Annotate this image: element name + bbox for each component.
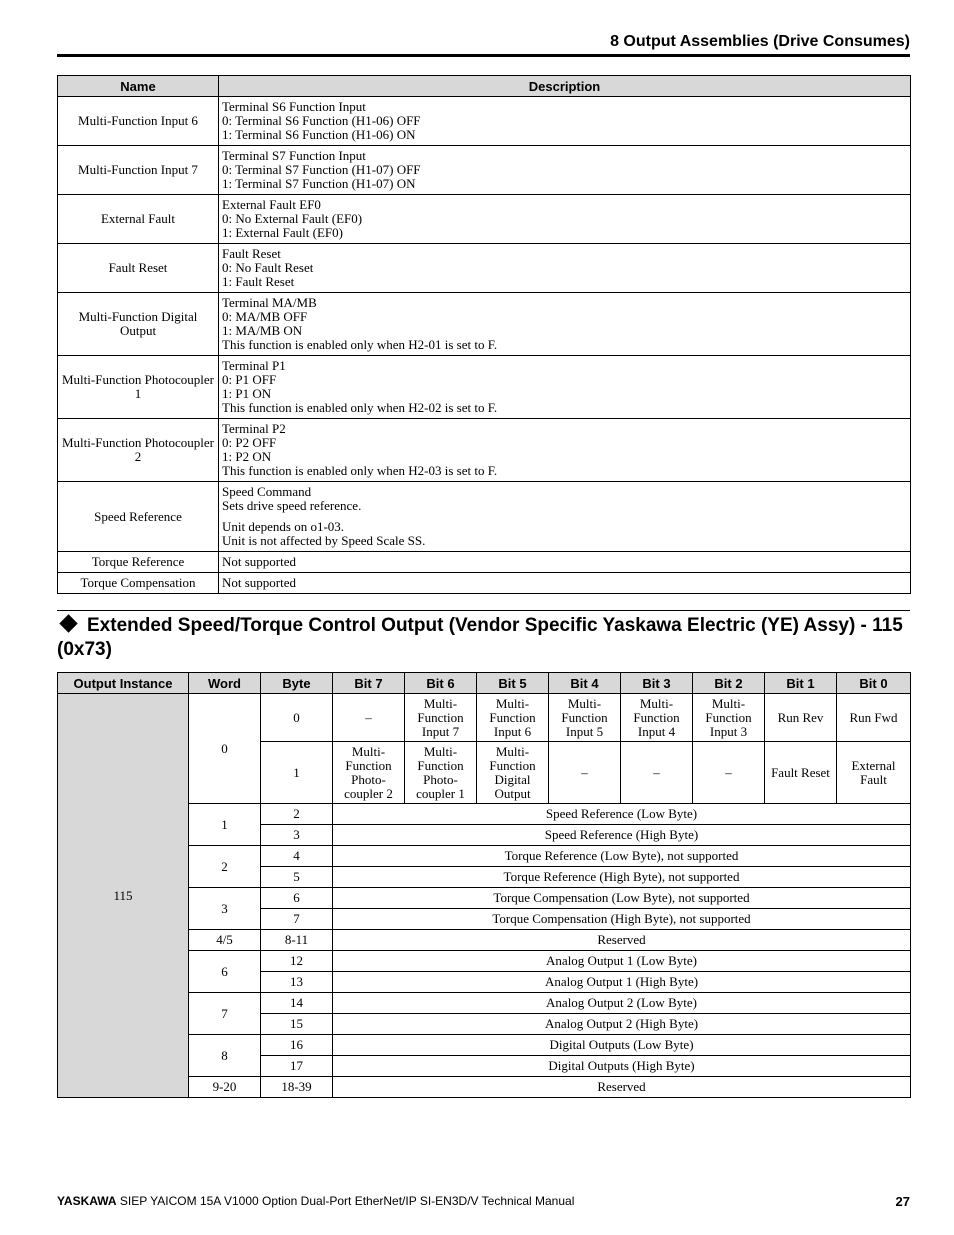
word-cell: 8 — [189, 1035, 261, 1077]
word-cell: 1 — [189, 804, 261, 846]
byte-cell: 7 — [261, 909, 333, 930]
desc-line: 1: P1 ON — [222, 386, 272, 401]
column-header-word: Word — [189, 673, 261, 694]
bit-cell: Fault Reset — [765, 742, 837, 804]
byte-cell: 4 — [261, 846, 333, 867]
byte-cell: 17 — [261, 1056, 333, 1077]
bit-cell: Multi-Function Input 6 — [477, 694, 549, 742]
row-name: Fault Reset — [58, 244, 219, 293]
column-header-description: Description — [219, 76, 911, 97]
byte-description: Speed Reference (High Byte) — [333, 825, 911, 846]
table-row — [58, 482, 911, 552]
row-name: Multi-Function Digital Output — [58, 293, 219, 356]
desc-line: Terminal S7 Function Input — [222, 148, 366, 163]
bit-cell: Multi-Function Input 4 — [621, 694, 693, 742]
byte-description: Torque Compensation (Low Byte), not supported — [333, 888, 911, 909]
row-description — [219, 146, 911, 195]
bit-cell: Run Rev — [765, 694, 837, 742]
desc-line: Terminal P1 — [222, 358, 286, 373]
table-row — [58, 694, 911, 742]
header-rule — [57, 54, 910, 57]
desc-line: 1: Terminal S7 Function (H1-07) ON — [222, 176, 416, 191]
column-header-bit7: Bit 7 — [333, 673, 405, 694]
column-header-bit1: Bit 1 — [765, 673, 837, 694]
table-row — [58, 293, 911, 356]
row-description — [219, 97, 911, 146]
assembly-115-table — [57, 672, 911, 1098]
byte-description: Speed Reference (Low Byte) — [333, 804, 911, 825]
desc-line: 0: Terminal S6 Function (H1-06) OFF — [222, 113, 421, 128]
bit-cell: Multi-Function Input 5 — [549, 694, 621, 742]
desc-line: This function is enabled only when H2-02 is set to F. — [222, 400, 498, 415]
column-header-byte: Byte — [261, 673, 333, 694]
word-cell: 9-20 — [189, 1077, 261, 1098]
column-header-bit0: Bit 0 — [837, 673, 911, 694]
byte-cell: 3 — [261, 825, 333, 846]
column-header-name: Name — [58, 76, 219, 97]
table-header-row — [58, 673, 911, 694]
row-name: Multi-Function Input 7 — [58, 146, 219, 195]
desc-line: This function is enabled only when H2-03 is set to F. — [222, 463, 498, 478]
table-row — [58, 195, 911, 244]
column-header-bit3: Bit 3 — [621, 673, 693, 694]
column-header-instance: Output Instance — [58, 673, 189, 694]
desc-line: 0: P2 OFF — [222, 435, 277, 450]
desc-line: 0: No Fault Reset — [222, 260, 314, 275]
table-row — [58, 419, 911, 482]
table-row — [58, 146, 911, 195]
desc-line: 0: No External Fault (EF0) — [222, 211, 363, 226]
byte-description: Digital Outputs (High Byte) — [333, 1056, 911, 1077]
byte-description: Torque Reference (Low Byte), not supported — [333, 846, 911, 867]
desc-line: Fault Reset — [222, 246, 281, 261]
desc-line: Speed Command — [222, 484, 312, 499]
table-row — [58, 97, 911, 146]
byte-cell: 15 — [261, 1014, 333, 1035]
byte-description: Digital Outputs (Low Byte) — [333, 1035, 911, 1056]
desc-line: 1: Terminal S6 Function (H1-06) ON — [222, 127, 416, 142]
bit-cell: – — [693, 742, 765, 804]
bit-cell: Multi-Function Input 7 — [405, 694, 477, 742]
word-cell: 3 — [189, 888, 261, 930]
section-rule — [57, 610, 910, 611]
byte-cell: 13 — [261, 972, 333, 993]
byte-description: Reserved — [333, 930, 911, 951]
row-name: Torque Compensation — [58, 573, 219, 594]
byte-cell: 1 — [261, 742, 333, 804]
byte-cell: 14 — [261, 993, 333, 1014]
row-description — [219, 244, 911, 293]
byte-description: Analog Output 1 (High Byte) — [333, 972, 911, 993]
word-cell: 7 — [189, 993, 261, 1035]
desc-line: Sets drive speed reference. — [222, 498, 362, 513]
row-description — [219, 419, 911, 482]
row-name: External Fault — [58, 195, 219, 244]
column-header-bit5: Bit 5 — [477, 673, 549, 694]
table-header-row — [58, 76, 911, 97]
byte-description: Torque Reference (High Byte), not supported — [333, 867, 911, 888]
row-description — [219, 293, 911, 356]
bit-cell: Multi-Function Digital Output — [477, 742, 549, 804]
desc-line: Terminal P2 — [222, 421, 286, 436]
table-row — [58, 573, 911, 594]
desc-line: 1: MA/MB ON — [222, 323, 303, 338]
desc-line: Unit depends on o1-03. — [222, 519, 345, 534]
byte-description: Torque Compensation (High Byte), not supported — [333, 909, 911, 930]
word-cell: 2 — [189, 846, 261, 888]
row-name: Torque Reference — [58, 552, 219, 573]
column-header-bit6: Bit 6 — [405, 673, 477, 694]
bit-cell: Multi-Function Photo-coupler 1 — [405, 742, 477, 804]
word-cell: 4/5 — [189, 930, 261, 951]
page-number: 27 — [895, 1194, 910, 1209]
bit-cell: – — [333, 694, 405, 742]
row-description — [219, 195, 911, 244]
desc-line: This function is enabled only when H2-01 is set to F. — [222, 337, 498, 352]
table-row — [58, 552, 911, 573]
table-row — [58, 244, 911, 293]
column-header-bit4: Bit 4 — [549, 673, 621, 694]
desc-line: 0: MA/MB OFF — [222, 309, 308, 324]
byte-cell: 6 — [261, 888, 333, 909]
desc-line: 1: P2 ON — [222, 449, 272, 464]
byte-cell: 0 — [261, 694, 333, 742]
bit-cell: Run Fwd — [837, 694, 911, 742]
output-assembly-table — [57, 75, 911, 594]
byte-description: Analog Output 2 (High Byte) — [333, 1014, 911, 1035]
row-description: Not supported — [219, 573, 911, 594]
bit-cell: – — [621, 742, 693, 804]
row-name: Multi-Function Photocoupler 1 — [58, 356, 219, 419]
section-heading-text: Extended Speed/Torque Control Output (Vendor Specific Yaskawa Electric (YE) Assy) - 115 (0x73) — [57, 615, 903, 660]
desc-line: External Fault EF0 — [222, 197, 321, 212]
instance-cell: 115 — [58, 694, 189, 1098]
row-name: Speed Reference — [58, 482, 219, 552]
byte-cell: 8-11 — [261, 930, 333, 951]
row-name: Multi-Function Photocoupler 2 — [58, 419, 219, 482]
bit-cell: – — [549, 742, 621, 804]
word-cell: 6 — [189, 951, 261, 993]
byte-cell: 12 — [261, 951, 333, 972]
bit-cell: Multi-Function Photo-coupler 2 — [333, 742, 405, 804]
byte-cell: 18-39 — [261, 1077, 333, 1098]
desc-line: 1: External Fault (EF0) — [222, 225, 343, 240]
desc-line: 0: Terminal S7 Function (H1-07) OFF — [222, 162, 421, 177]
footer-brand: YASKAWA — [57, 1194, 117, 1208]
byte-cell: 2 — [261, 804, 333, 825]
footer-text: SIEP YAICOM 15A V1000 Option Dual-Port EtherNet/IP SI-EN3D/V Technical Manual — [116, 1194, 575, 1208]
desc-line: Terminal S6 Function Input — [222, 99, 366, 114]
column-header-bit2: Bit 2 — [693, 673, 765, 694]
row-description — [219, 482, 911, 552]
row-description — [219, 356, 911, 419]
desc-line: Terminal MA/MB — [222, 295, 317, 310]
word-cell: 0 — [189, 694, 261, 804]
desc-line: Unit is not affected by Speed Scale SS. — [222, 533, 426, 548]
byte-description: Reserved — [333, 1077, 911, 1098]
desc-line: 1: Fault Reset — [222, 274, 295, 289]
bit-cell: External Fault — [837, 742, 911, 804]
byte-description: Analog Output 1 (Low Byte) — [333, 951, 911, 972]
bit-cell: Multi-Function Input 3 — [693, 694, 765, 742]
byte-description: Analog Output 2 (Low Byte) — [333, 993, 911, 1014]
desc-line: 0: P1 OFF — [222, 372, 277, 387]
row-description: Not supported — [219, 552, 911, 573]
page-header-title: 8 Output Assemblies (Drive Consumes) — [610, 33, 910, 50]
diamond-bullet-icon — [59, 614, 77, 632]
table-row — [58, 356, 911, 419]
row-name: Multi-Function Input 6 — [58, 97, 219, 146]
section-heading — [57, 614, 917, 662]
byte-cell: 5 — [261, 867, 333, 888]
footer-manual-title — [57, 1194, 574, 1208]
byte-cell: 16 — [261, 1035, 333, 1056]
